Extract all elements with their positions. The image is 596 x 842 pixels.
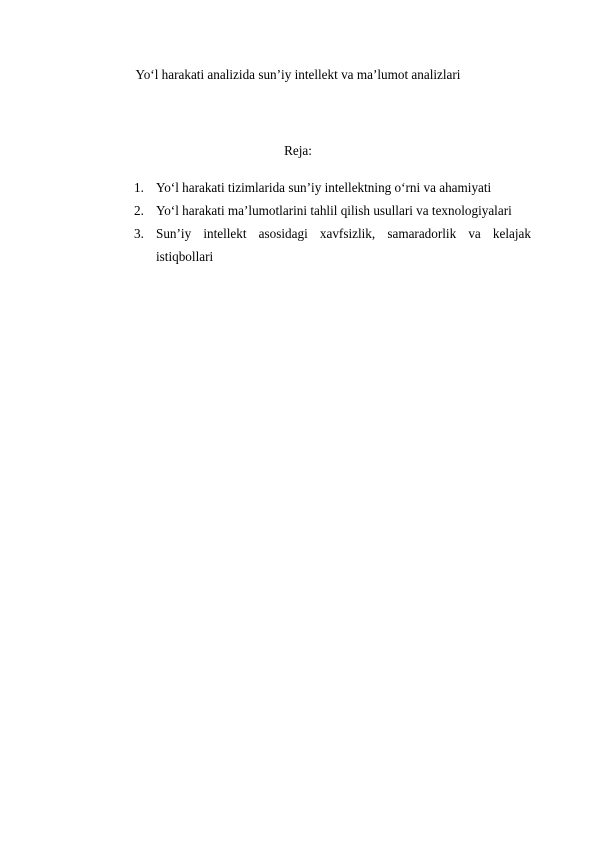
list-item-text: Yo‘l harakati ma’lumotlarini tahlil qilish usullari va texnologiyalari xyxy=(156,203,512,218)
list-item xyxy=(134,176,531,199)
document-title: Yo‘l harakati analizida sun’iy intellekt va ma’lumot analizlari xyxy=(135,67,461,82)
list-item xyxy=(134,222,531,268)
plan-heading: Reja: xyxy=(284,143,312,158)
list-item-text: Sun’iy intellekt asosidagi xavfsizlik, samaradorlik va kelajak istiqbollari xyxy=(156,226,531,264)
list-item-text: Yo‘l harakati tizimlarida sun’iy intellektning o‘rni va ahamiyati xyxy=(156,180,492,195)
list-item-number: 2. xyxy=(134,203,144,218)
list-item-number: 3. xyxy=(134,226,144,241)
plan-list xyxy=(134,176,531,268)
list-item xyxy=(134,199,531,222)
list-item-number: 1. xyxy=(134,180,144,195)
